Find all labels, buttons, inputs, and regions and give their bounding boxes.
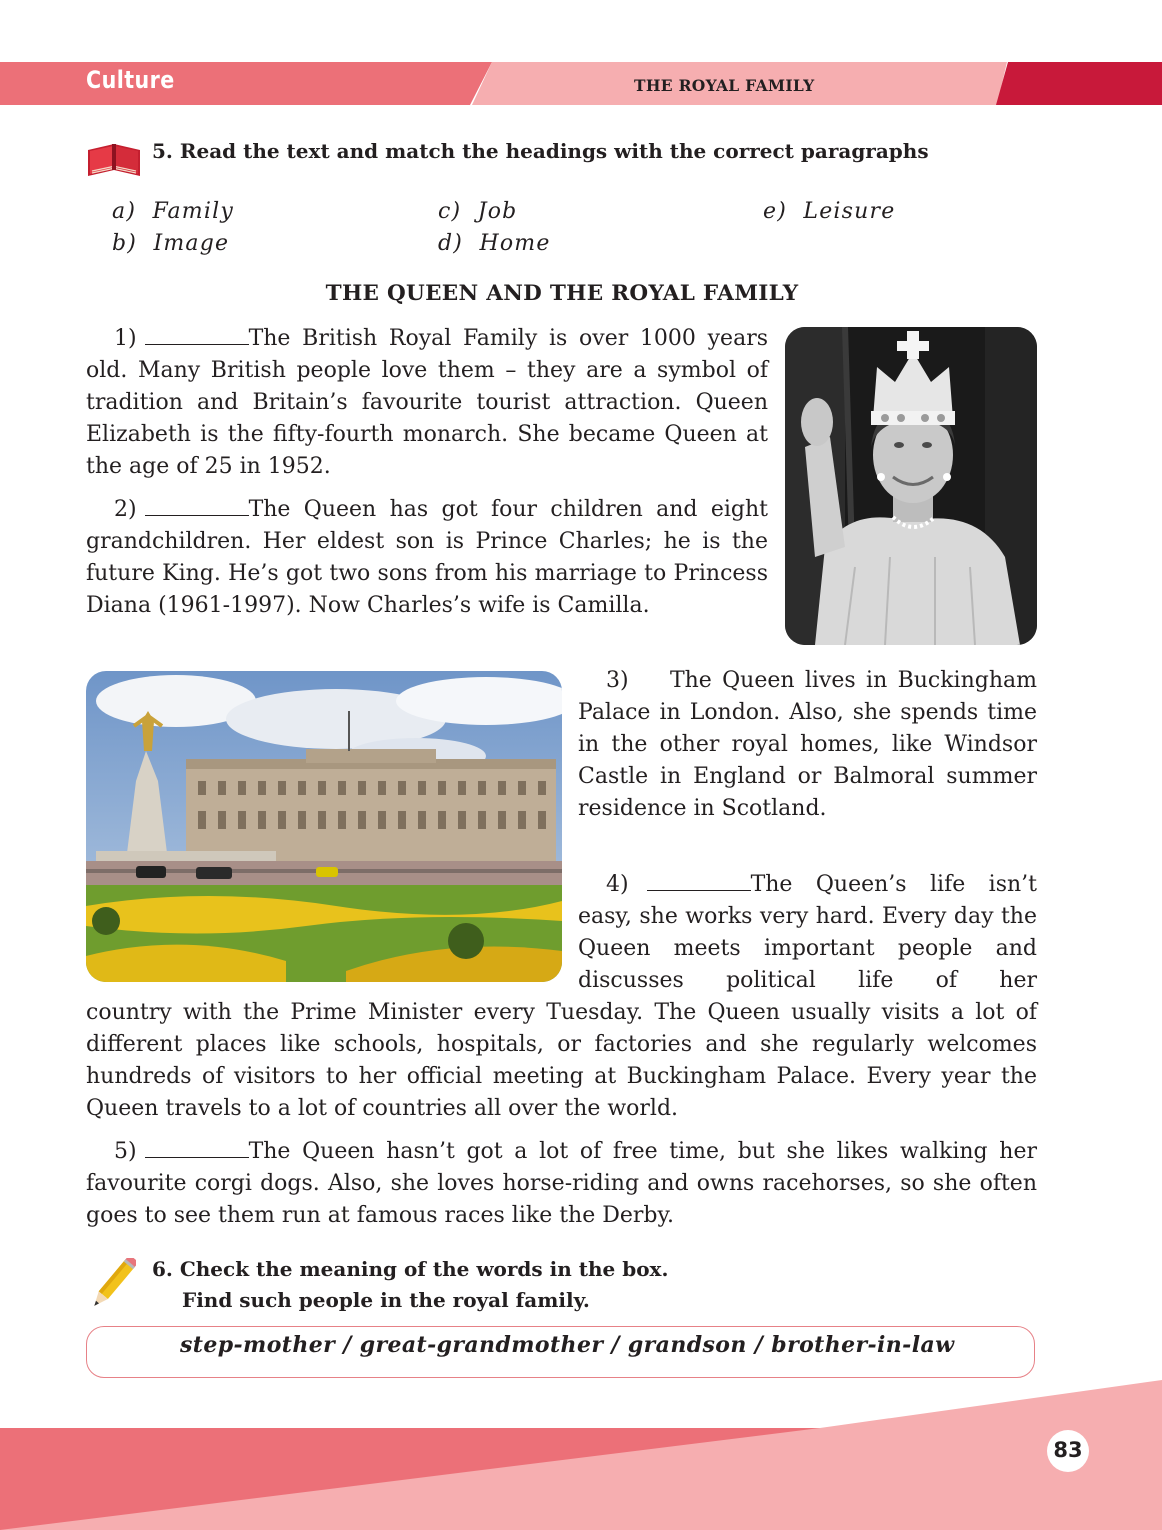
- heading-letter: c): [438, 199, 462, 224]
- answer-blank[interactable]: [145, 497, 249, 516]
- heading-option-e: [763, 199, 895, 224]
- paragraph-3: [578, 665, 1037, 825]
- word-box-words: step-mother / great-grandmother / grandson / brother-in-law: [180, 1332, 955, 1358]
- paragraph-number: 1): [114, 326, 137, 351]
- paragraph-text: The Queen’s life isn’t easy, she works very hard. Every day the Queen meets important people and discusses political life of her: [578, 872, 1037, 993]
- task5-instruction: 5. Read the text and match the headings with the correct paragraphs: [152, 139, 929, 163]
- answer-blank[interactable]: [145, 326, 249, 345]
- heading-option-c: [438, 199, 517, 224]
- heading-letter: b): [112, 231, 138, 256]
- heading-letter: e): [763, 199, 788, 224]
- heading-text: Image: [153, 231, 230, 256]
- header-band-left: [0, 62, 492, 105]
- paragraph-number: 2): [114, 497, 137, 522]
- page-number: 83: [1053, 1438, 1083, 1462]
- paragraph-1: [86, 323, 768, 483]
- pencil-icon: [86, 1258, 136, 1314]
- answer-blank[interactable]: [647, 872, 751, 891]
- paragraph-5: [86, 1136, 1037, 1232]
- paragraph-text: The Queen has got four children and eight grandchildren. Her eldest son is Prince Charles; he is the future King. He’s got two sons from his marriage to Princess Diana (1961-1997). Now Charles’s wife is Camilla.: [86, 497, 768, 618]
- heading-text: Family: [152, 199, 234, 224]
- paragraph-text: The British Royal Family is over 1000 years old. Many British people love them – they are a symbol of tradition and Britain’s favourite tourist attraction. Queen Elizabeth is the fifty-fourth monarch. She became Queen at the age of 25 in 1952.: [86, 326, 768, 479]
- paragraph-number: 3): [606, 668, 629, 693]
- article-title: THE QUEEN AND THE ROYAL FAMILY: [325, 281, 799, 306]
- heading-option-a: [112, 199, 234, 224]
- heading-option-b: [112, 231, 229, 256]
- heading-letter: a): [112, 199, 137, 224]
- topic-label: THE ROYAL FAMILY: [634, 76, 815, 95]
- header-band-right: [996, 62, 1162, 105]
- heading-text: Job: [477, 199, 518, 224]
- paragraph-4: [578, 869, 1037, 997]
- heading-text: Leisure: [803, 199, 896, 224]
- section-label: Culture: [86, 66, 175, 94]
- task6-instruction-line2: Find such people in the royal family.: [182, 1288, 590, 1312]
- heading-text: Home: [479, 231, 551, 256]
- paragraph-text: The Queen lives in Buckingham Palace in London. Also, she spends time in the other royal homes, like Windsor Castle in England or Balmoral summer residence in Scotland.: [578, 668, 1037, 821]
- paragraph-2: [86, 494, 768, 622]
- task6-instruction-line1: 6. Check the meaning of the words in the box.: [152, 1257, 669, 1281]
- palace-photo: [86, 671, 562, 982]
- paragraph-number: 4): [606, 872, 629, 897]
- paragraph-4-continued: country with the Prime Minister every Tuesday. The Queen usually visits a lot of different places like schools, hospitals, or factories and she regularly welcomes hundreds of visitors to her official meeting at Buckingham Palace. Every year the Queen travels to a lot of countries all over the world.: [86, 1000, 1037, 1121]
- heading-letter: d): [438, 231, 464, 256]
- queen-photo: [785, 327, 1037, 645]
- paragraph-number: 5): [114, 1139, 137, 1164]
- paragraph-text: The Queen hasn’t got a lot of free time, but she likes walking her favourite corgi dogs. Also, she loves horse-riding and owns racehorses, so she often goes to see them run at famous races like the Derby.: [86, 1139, 1037, 1228]
- book-icon: [86, 140, 142, 180]
- answer-blank[interactable]: [145, 1139, 249, 1158]
- heading-option-d: [438, 231, 551, 256]
